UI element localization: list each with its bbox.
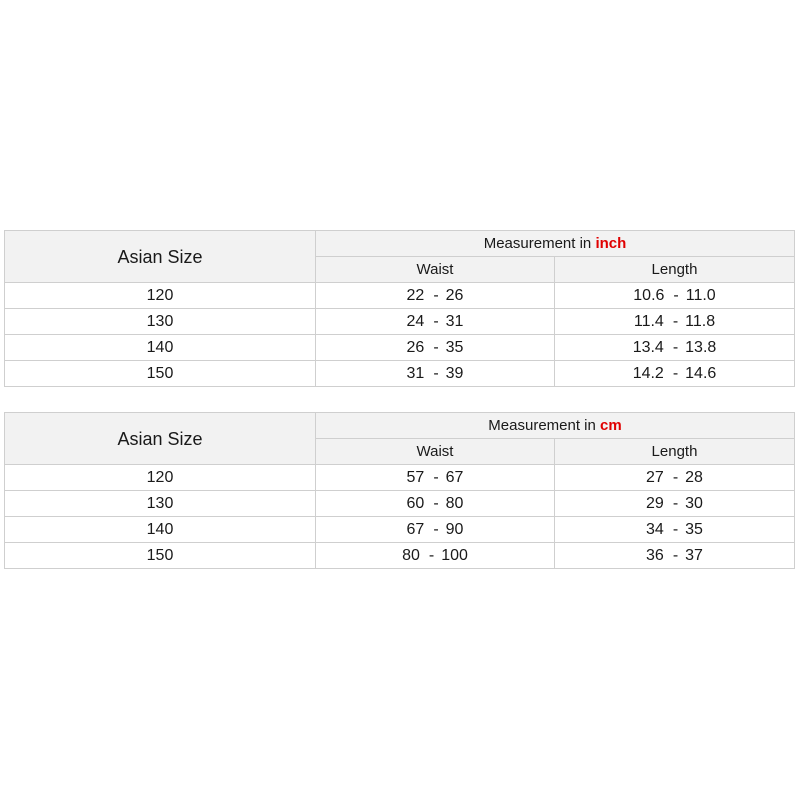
waist-max: 26 xyxy=(445,286,464,304)
table-row xyxy=(5,361,795,387)
range-separator: - xyxy=(672,338,679,356)
range-separator: - xyxy=(433,286,439,304)
waist-max: 80 xyxy=(445,494,464,512)
waist-min: 57 xyxy=(406,468,425,486)
unit-label: cm xyxy=(600,416,622,434)
length-max: 35 xyxy=(685,520,703,538)
length-max: 30 xyxy=(685,494,703,512)
size-cell: 120 xyxy=(5,283,316,309)
range-separator: - xyxy=(433,364,439,382)
range-separator: - xyxy=(673,286,679,304)
table-row xyxy=(5,491,795,517)
length-cell xyxy=(555,543,795,569)
unit-label: inch xyxy=(595,234,627,252)
waist-cell xyxy=(316,543,555,569)
waist-header: Waist xyxy=(316,439,555,465)
length-cell xyxy=(555,517,795,543)
length-header: Length xyxy=(555,257,795,283)
length-min: 27 xyxy=(646,468,664,486)
asian-size-header: Asian Size xyxy=(5,231,316,283)
length-min: 36 xyxy=(646,546,664,564)
length-max: 11.0 xyxy=(685,286,716,304)
size-cell: 150 xyxy=(5,543,316,569)
length-cell xyxy=(555,283,795,309)
length-cell xyxy=(555,491,795,517)
waist-max: 39 xyxy=(445,364,464,382)
range-separator: - xyxy=(433,312,439,330)
waist-max: 35 xyxy=(445,338,464,356)
size-cell: 130 xyxy=(5,309,316,335)
length-header: Length xyxy=(555,439,795,465)
waist-min: 24 xyxy=(406,312,425,330)
length-cell xyxy=(555,361,795,387)
waist-min: 60 xyxy=(406,494,425,512)
waist-cell xyxy=(316,491,555,517)
length-cell xyxy=(555,335,795,361)
waist-min: 31 xyxy=(406,364,425,382)
waist-max: 67 xyxy=(445,468,464,486)
range-separator: - xyxy=(428,546,435,564)
table-row xyxy=(5,517,795,543)
size-cell: 150 xyxy=(5,361,316,387)
measurement-prefix: Measurement in xyxy=(483,234,596,252)
size-cell: 140 xyxy=(5,335,316,361)
range-separator: - xyxy=(672,468,679,486)
length-max: 28 xyxy=(685,468,703,486)
length-min: 13.4 xyxy=(632,338,664,356)
size-cell: 140 xyxy=(5,517,316,543)
range-separator: - xyxy=(672,520,679,538)
measurement-header xyxy=(316,231,795,257)
table-row xyxy=(5,283,795,309)
waist-max: 100 xyxy=(441,546,468,564)
waist-cell xyxy=(316,283,555,309)
table-row xyxy=(5,335,795,361)
size-cell: 130 xyxy=(5,491,316,517)
table-row xyxy=(5,309,795,335)
length-max: 13.8 xyxy=(685,338,717,356)
length-cell xyxy=(555,309,795,335)
length-min: 34 xyxy=(646,520,664,538)
waist-max: 90 xyxy=(445,520,464,538)
waist-cell xyxy=(316,465,555,491)
table-row xyxy=(5,465,795,491)
range-separator: - xyxy=(433,520,439,538)
length-min: 29 xyxy=(646,494,664,512)
waist-min: 67 xyxy=(406,520,425,538)
length-max: 14.6 xyxy=(685,364,717,382)
length-max: 37 xyxy=(685,546,703,564)
length-min: 10.6 xyxy=(633,286,665,304)
measurement-header xyxy=(316,413,795,439)
size-chart-cm xyxy=(4,412,795,569)
range-separator: - xyxy=(433,494,439,512)
waist-cell xyxy=(316,361,555,387)
size-cell: 120 xyxy=(5,465,316,491)
range-separator: - xyxy=(672,494,679,512)
waist-min: 22 xyxy=(406,286,425,304)
asian-size-header: Asian Size xyxy=(5,413,316,465)
measurement-prefix: Measurement in xyxy=(488,416,601,434)
range-separator: - xyxy=(672,312,679,330)
waist-cell xyxy=(316,517,555,543)
waist-min: 80 xyxy=(402,546,420,564)
waist-min: 26 xyxy=(406,338,425,356)
table-row xyxy=(5,543,795,569)
range-separator: - xyxy=(433,338,439,356)
waist-header: Waist xyxy=(316,257,555,283)
range-separator: - xyxy=(433,468,439,486)
size-chart-inch xyxy=(4,230,795,387)
length-max: 11.8 xyxy=(685,312,716,330)
length-min: 14.2 xyxy=(632,364,664,382)
length-cell xyxy=(555,465,795,491)
waist-cell xyxy=(316,335,555,361)
waist-cell xyxy=(316,309,555,335)
length-min: 11.4 xyxy=(633,312,664,330)
waist-max: 31 xyxy=(445,312,464,330)
range-separator: - xyxy=(672,364,679,382)
range-separator: - xyxy=(672,546,679,564)
